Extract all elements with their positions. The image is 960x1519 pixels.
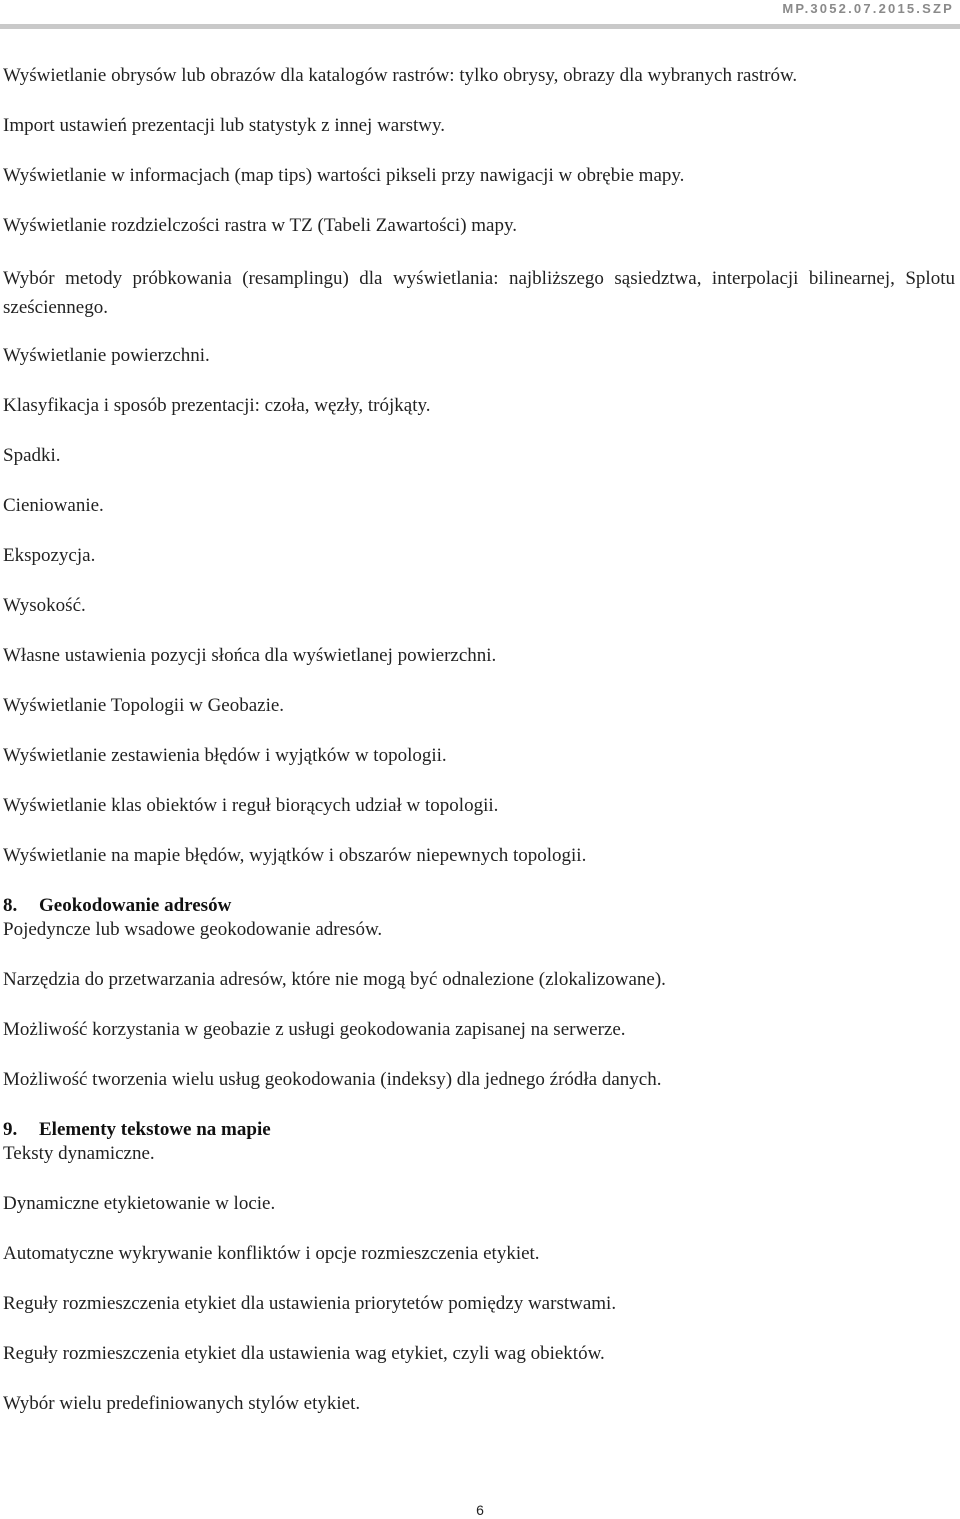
list-item: Wyświetlanie powierzchni. xyxy=(3,345,210,366)
document-reference: MP.3052.07.2015.SZP xyxy=(782,1,954,16)
page-number: 6 xyxy=(476,1502,484,1518)
list-item: Pojedyncze lub wsadowe geokodowanie adresów. xyxy=(3,919,383,940)
list-item: Automatyczne wykrywanie konfliktów i opcje rozmieszczenia etykiet. xyxy=(3,1243,540,1264)
list-item: Wyświetlanie obrysów lub obrazów dla katalogów rastrów: tylko obrysy, obrazy dla wybranych rastrów. xyxy=(3,65,798,86)
list-item: Wyświetlanie zestawienia błędów i wyjątków w topologii. xyxy=(3,745,447,766)
list-item: Wyświetlanie rozdzielczości rastra w TZ (Tabeli Zawartości) mapy. xyxy=(3,215,518,236)
list-item: Własne ustawienia pozycji słońca dla wyświetlanej powierzchni. xyxy=(3,645,497,666)
section-number: 9. xyxy=(3,1119,18,1140)
list-item: Wyświetlanie Topologii w Geobazie. xyxy=(3,695,285,716)
page-content xyxy=(3,64,955,1442)
header-rule xyxy=(0,24,960,29)
list-item: Narzędzia do przetwarzania adresów, które nie mogą być odnalezione (zlokalizowane). xyxy=(3,969,666,990)
list-item: Wyświetlanie w informacjach (map tips) wartości pikseli przy nawigacji w obrębie mapy. xyxy=(3,165,685,186)
section-heading-geocoding xyxy=(3,894,955,918)
section-number: 8. xyxy=(3,895,18,916)
list-item: Wyświetlanie na mapie błędów, wyjątków i obszarów niepewnych topologii. xyxy=(3,845,587,866)
list-item: Możliwość tworzenia wielu usług geokodowania (indeksy) dla jednego źródła danych. xyxy=(3,1069,662,1090)
section-heading-text-elements xyxy=(3,1118,955,1142)
list-item: Wysokość. xyxy=(3,595,86,616)
list-item: Reguły rozmieszczenia etykiet dla ustawienia wag etykiet, czyli wag obiektów. xyxy=(3,1343,605,1364)
list-item: Wybór wielu predefiniowanych stylów etykiet. xyxy=(3,1393,361,1414)
list-item: Import ustawień prezentacji lub statystyk z innej warstwy. xyxy=(3,115,445,136)
list-item: Dynamiczne etykietowanie w locie. xyxy=(3,1193,276,1214)
list-item: Spadki. xyxy=(3,445,61,466)
list-item: Klasyfikacja i sposób prezentacji: czoła, węzły, trójkąty. xyxy=(3,395,431,416)
list-item: Cieniowanie. xyxy=(3,495,104,516)
section-title: Geokodowanie adresów xyxy=(39,895,232,916)
section-title: Elementy tekstowe na mapie xyxy=(39,1119,271,1140)
list-item: Wyświetlanie klas obiektów i reguł biorących udział w topologii. xyxy=(3,795,499,816)
list-item: Wybór metody próbkowania (resamplingu) dla wyświetlania: najbliższego sąsiedztwa, interpolacji bilinearnej, Splotu sześciennego. xyxy=(3,268,955,318)
list-item: Reguły rozmieszczenia etykiet dla ustawienia priorytetów pomiędzy warstwami. xyxy=(3,1293,617,1314)
list-item: Możliwość korzystania w geobazie z usługi geokodowania zapisanej na serwerze. xyxy=(3,1019,626,1040)
list-item: Teksty dynamiczne. xyxy=(3,1143,155,1164)
list-item: Ekspozycja. xyxy=(3,545,96,566)
